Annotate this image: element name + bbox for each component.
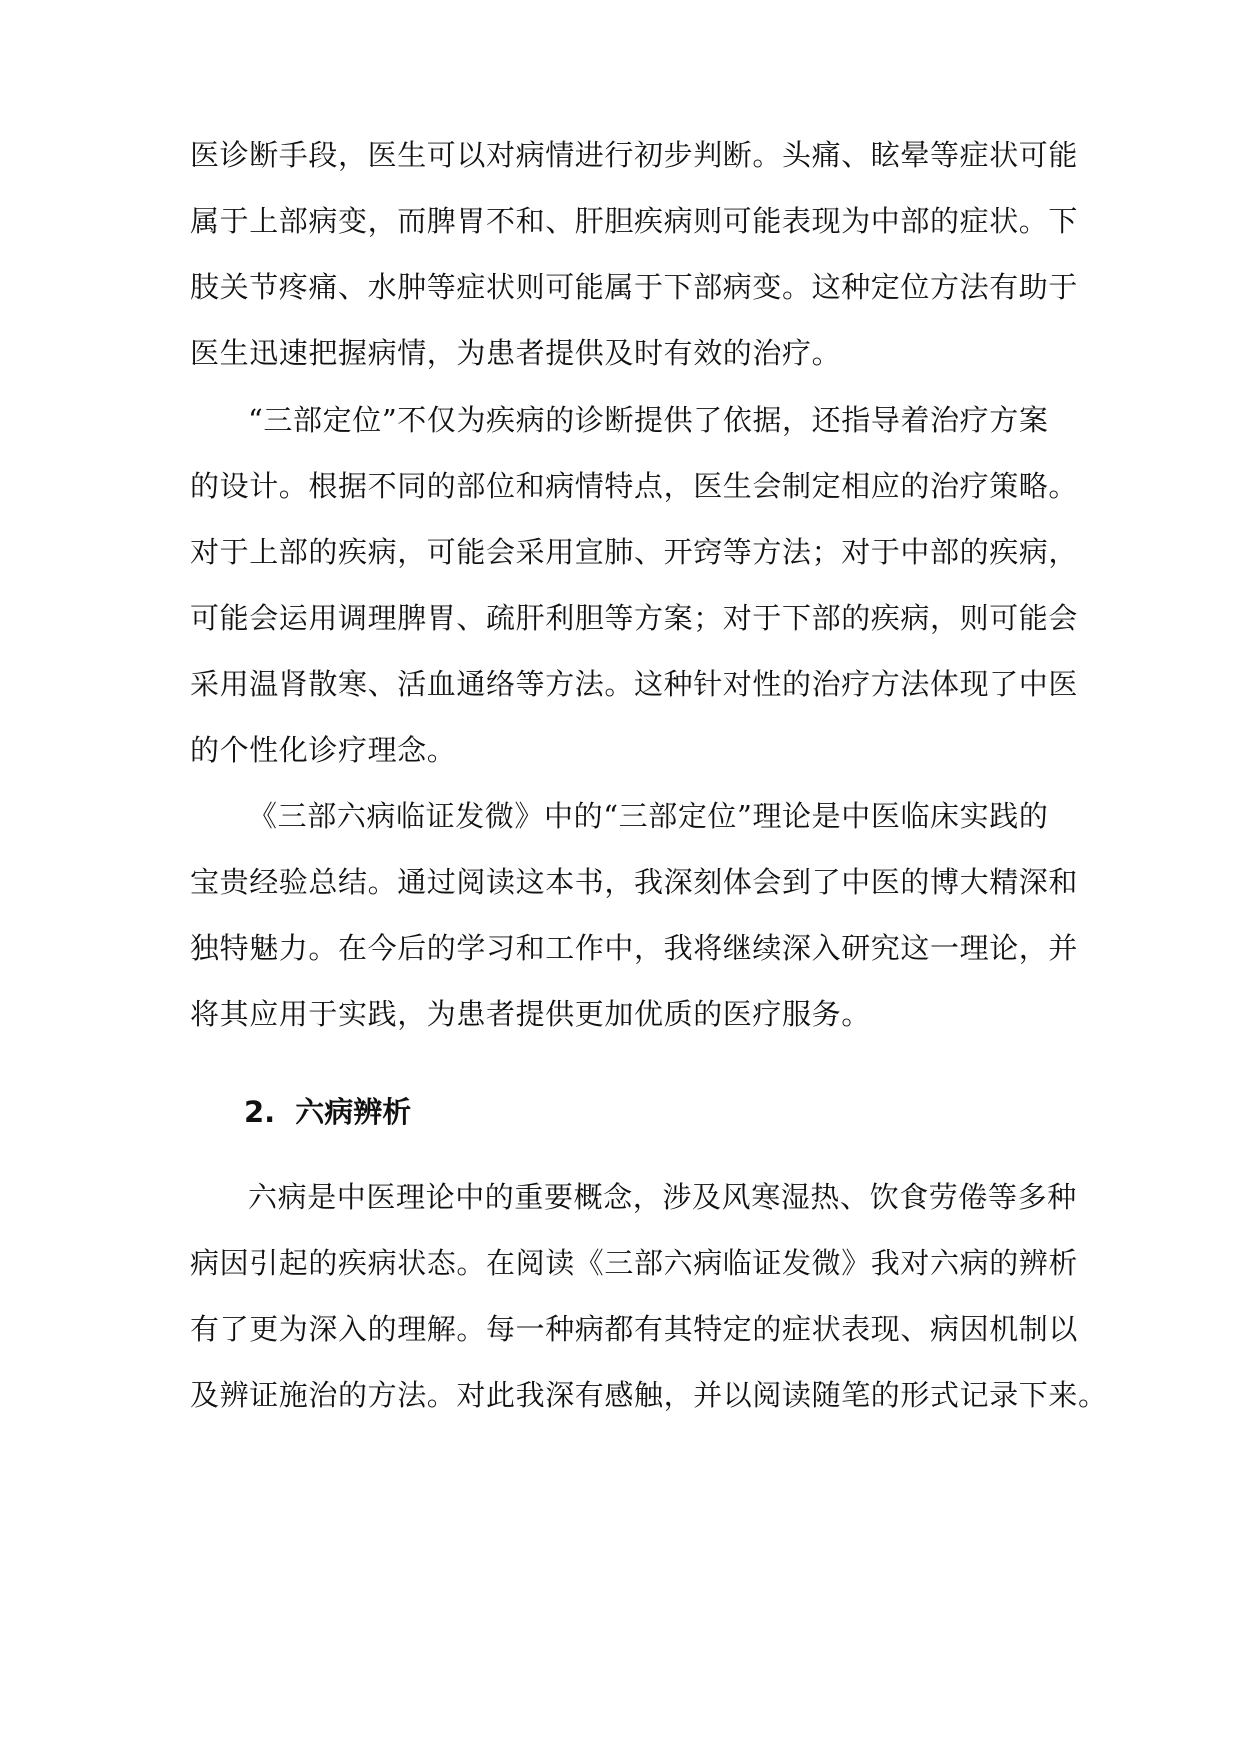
text-line: 将其应用于实践，为患者提供更加优质的医疗服务。 [190, 997, 871, 1031]
text-line: 肢关节疼痛、水肿等症状则可能属于下部病变。这种定位方法有助于 [190, 270, 1079, 304]
text-line: 属于上部病变，而脾胃不和、肝胆疾病则可能表现为中部的症状。下 [190, 204, 1079, 238]
text-line: “三部定位”不仅为疾病的诊断提供了依据，还指导着治疗方案 [248, 403, 1049, 437]
text-line: 的个性化诊疗理念。 [190, 733, 457, 767]
section-heading [244, 1092, 411, 1132]
text-line: 《三部六病临证发微》中的“三部定位”理论是中医临床实践的 [248, 799, 1049, 833]
text-line: 的设计。根据不同的部位和病情特点，医生会制定相应的治疗策略。 [190, 469, 1079, 503]
text-line: 病因引起的疾病状态。在阅读《三部六病临证发微》我对六病的辨析 [190, 1246, 1079, 1280]
text-line: 可能会运用调理脾胃、疏肝利胆等方案；对于下部的疾病，则可能会 [190, 601, 1079, 635]
text-line: 医诊断手段，医生可以对病情进行初步判断。头痛、眩晕等症状可能 [190, 138, 1079, 172]
text-line: 医生迅速把握病情，为患者提供及时有效的治疗。 [190, 336, 842, 370]
text-line: 独特魅力。在今后的学习和工作中，我将继续深入研究这一理论，并 [190, 931, 1079, 965]
section-number: 2. [244, 1095, 276, 1129]
text-line: 采用温肾散寒、活血通络等方法。这种针对性的治疗方法体现了中医 [190, 667, 1079, 701]
text-line: 六病是中医理论中的重要概念，涉及风寒湿热、饮食劳倦等多种 [248, 1180, 1077, 1214]
text-line: 有了更为深入的理解。每一种病都有其特定的症状表现、病因机制以 [190, 1312, 1079, 1346]
document-page [190, 0, 1108, 1754]
text-line: 及辨证施治的方法。对此我深有感触，并以阅读随笔的形式记录下来。 [190, 1378, 1108, 1412]
text-line: 对于上部的疾病，可能会采用宣肺、开窍等方法；对于中部的疾病， [190, 535, 1079, 569]
section-title: 六病辨析 [295, 1095, 412, 1129]
text-line: 宝贵经验总结。通过阅读这本书，我深刻体会到了中医的博大精深和 [190, 865, 1079, 899]
